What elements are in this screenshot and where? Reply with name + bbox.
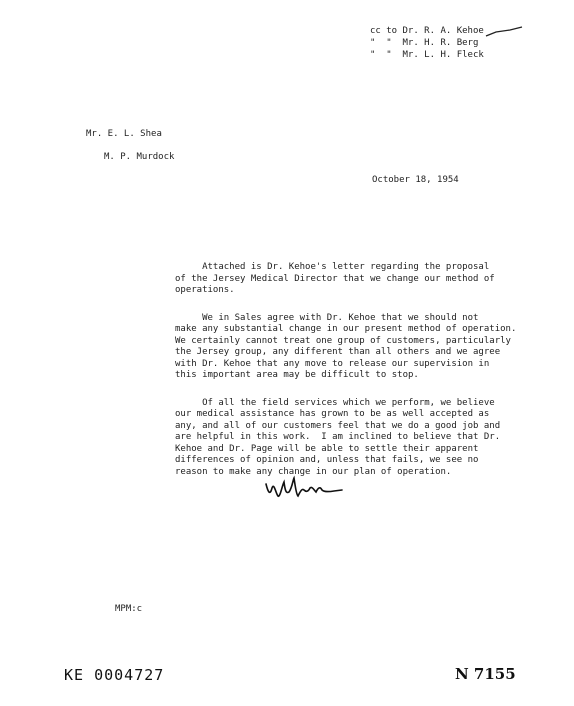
cc-line-fleck: " " Mr. L. H. Fleck [370,50,484,60]
cc-line-kehoe: cc to Dr. R. A. Kehoe [370,26,484,36]
recipient-line: Mr. E. L. Shea [86,129,162,139]
document-number: N 7155 [455,665,516,683]
handwritten-signature [262,474,346,502]
typist-initials: MPM:c [115,604,143,614]
sender-line: M. P. Murdock [104,152,175,162]
document-id: KE 0004727 [64,666,165,684]
body-paragraph-1: Attached is Dr. Kehoe's letter regarding the proposal of the Jersey Medical Director that we change our method of operations. [175,262,495,295]
cc-line-berg: " " Mr. H. R. Berg [370,38,479,48]
cc-list [370,25,484,61]
letter-date: October 18, 1954 [372,175,459,185]
body-paragraph-3: Of all the field services which we perform, we believe our medical assistance has grown to be as well accepted as any, and all of our customers feel that we do a good job and are helpful in this work. I am inclined to believe that Dr. Kehoe and Dr. Page will be able to settle their apparent differences of opinion and, unless that fails, we see no reason to make any change in our plan of operation. [175,397,501,477]
body-paragraph-2: We in Sales agree with Dr. Kehoe that we should not make any substantial change in our present method of operation. We certainly cannot treat one group of customers, particularly the Jersey group, any different than all others and we agree with Dr. Kehoe that any move to release our supervision in this important area may be difficult to stop. [175,312,517,380]
check-mark-icon [484,26,524,38]
letter-body [175,262,517,494]
